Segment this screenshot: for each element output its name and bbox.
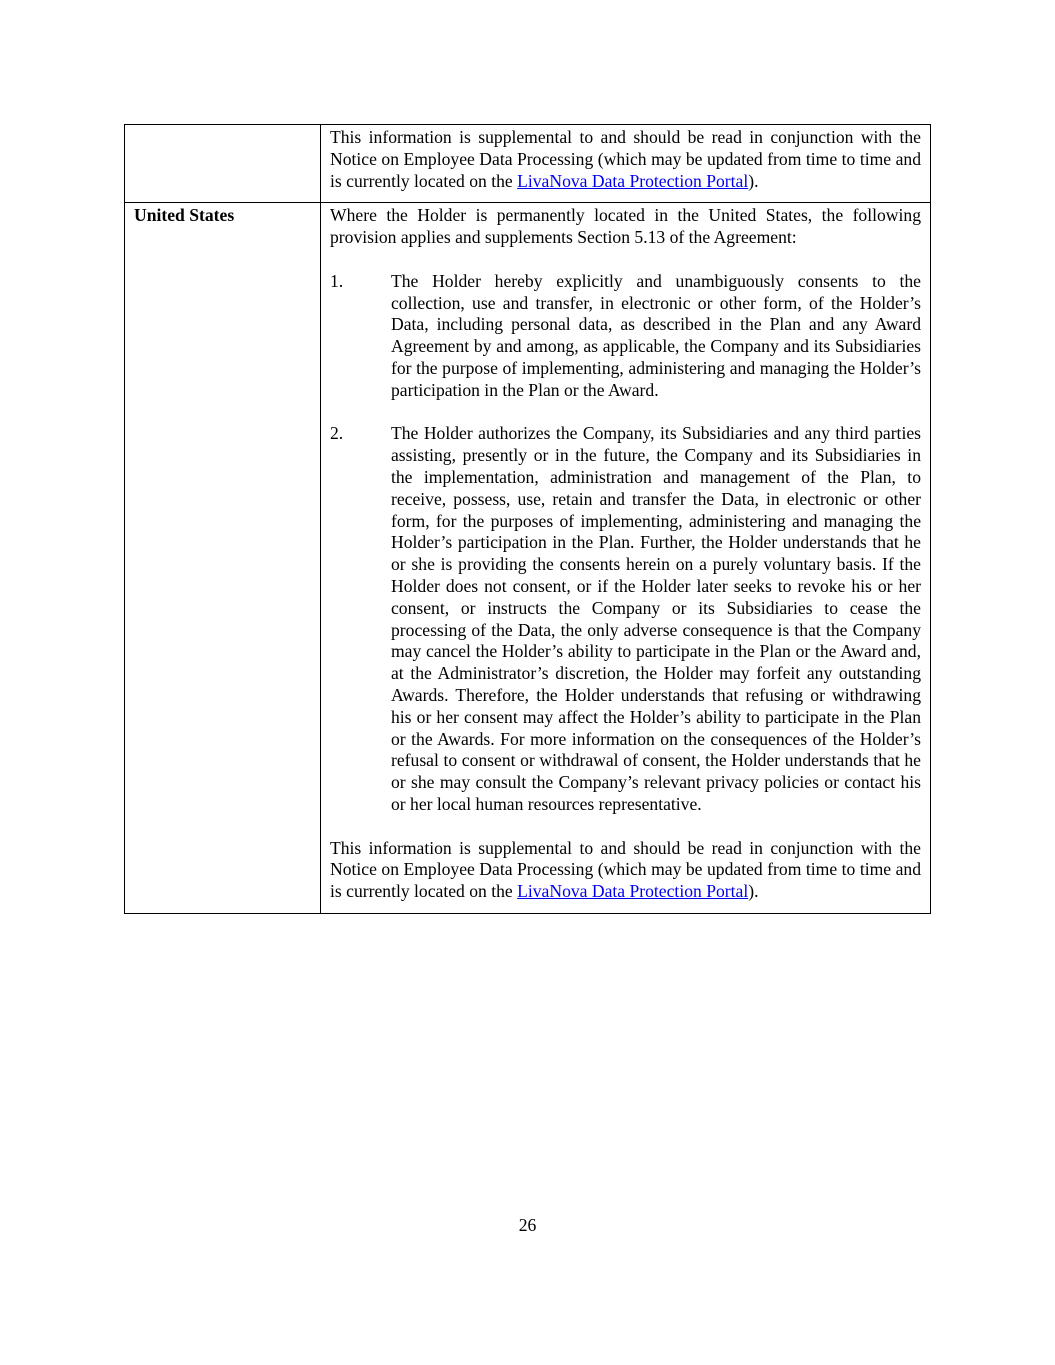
list-item xyxy=(330,271,921,402)
item-text: The Holder hereby explicitly and unambiguously consents to the collection, use and transfer, in electronic or other form, of the Holder’s Data, including personal data, as described in the Plan and any Award Agreement by and among, as applicable, the Company and its Subsidiaries for the purpose of implementing, administering and managing the Holder’s participation in the Plan or the Award. xyxy=(391,270,921,400)
provision-cell xyxy=(321,203,931,914)
supplemental-note xyxy=(330,838,921,903)
item-text: The Holder authorizes the Company, its Subsidiaries and any third parties assisting, presently or in the future, the Company and its Subsidiaries in the implementation, administration and management of the Plan, to receive, possess, use, retain and transfer the Data, in electronic or other form, for the purposes of implementing, administering and managing the Holder’s participation in the Plan. Further, the Holder understands that he or she is providing the consents herein on a purely voluntary basis. If the Holder does not consent, or if the Holder later seeks to revoke his or her consent, or instructs the Company or its Subsidiaries to cease the processing of the Data, the only adverse consequence is that the Company may cancel the Holder’s ability to participate in the Plan or the Award and, at the Administrator’s discretion, the Holder may forfeit any outstanding Awards. Therefore, the Holder understands that refusing or withdrawing his or her consent may affect the Holder’s ability to participate in the Plan or the Awards. For more information on the consequences of the Holder’s refusal to consent or withdrawal of consent, the Holder understands that he or she may consult the Company’s relevant privacy policies or contact his or her local human resources representative. xyxy=(391,423,921,814)
data-protection-portal-link[interactable]: LivaNova Data Protection Portal xyxy=(517,881,749,902)
country-name: United States xyxy=(134,205,235,226)
supplemental-note xyxy=(330,127,921,192)
table-row xyxy=(125,203,931,914)
country-cell xyxy=(125,125,321,203)
provision-cell xyxy=(321,125,931,203)
country-provisions-table xyxy=(124,124,931,914)
intro-paragraph: Where the Holder is permanently located in the United States, the following provision applies and supplements Section 5.13 of the Agreement: xyxy=(330,205,921,248)
item-number: 2. xyxy=(330,423,344,444)
note-text: This information is supplemental to and should be read in conjunction with the Notice on Employee Data Processing (which may be updated from time to time and is currently located on the xyxy=(330,127,921,191)
page-number: 26 xyxy=(518,1215,537,1235)
note-text-end: ). xyxy=(748,170,759,191)
country-cell xyxy=(125,203,321,914)
note-text: This information is supplemental to and should be read in conjunction with the Notice on Employee Data Processing (which may be updated from time to time and is currently located on the xyxy=(330,837,921,902)
data-protection-portal-link[interactable]: LivaNova Data Protection Portal xyxy=(517,170,749,191)
item-number: 1. xyxy=(330,270,344,291)
table-row xyxy=(125,125,931,203)
note-text-end: ). xyxy=(748,881,759,902)
list-item xyxy=(330,423,921,815)
